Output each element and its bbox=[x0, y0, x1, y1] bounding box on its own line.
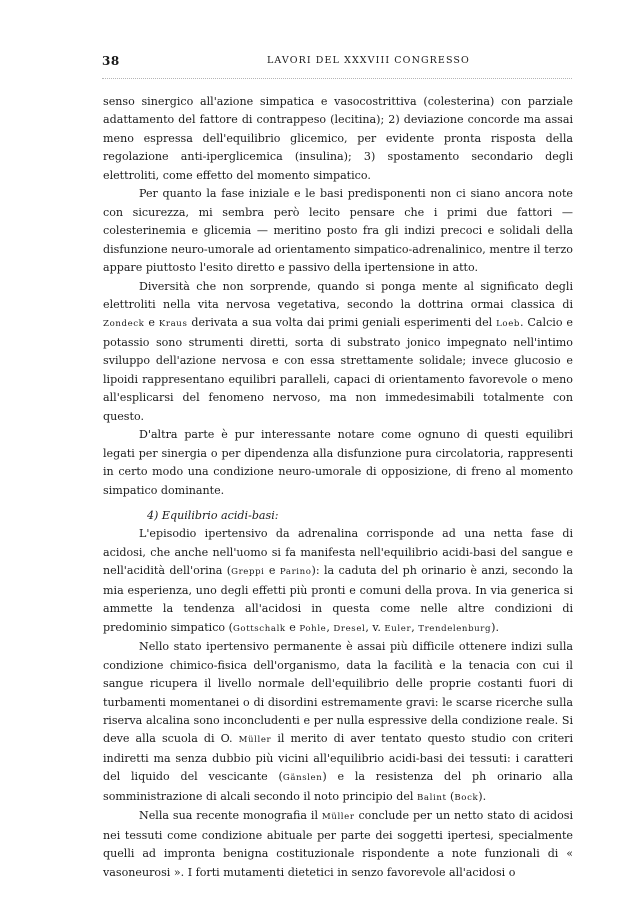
body-text bbox=[103, 93, 573, 882]
author-zondeck: Zondeck bbox=[103, 319, 145, 330]
paragraph-7-text-a: Nella sua recente monografia il bbox=[139, 809, 322, 823]
author-greppi: Greppi bbox=[231, 567, 265, 578]
paragraph-7 bbox=[103, 807, 573, 882]
page-number: 38 bbox=[102, 54, 120, 68]
author-dresel: Dresel bbox=[333, 623, 366, 634]
paragraph-1: senso sinergico all'azione simpatica e vasocostrittiva (colesterina) con parziale adattamento del fattore di contrappeso (lecitina); 2) deviazione concorde ma assai meno espressa dell'equilibrio glicemico, per evidente pronta risposta della regolazione anti-iperglicemica (insulina); 3) spostamento secondario degli elettroliti, come effetto del momento simpatico. bbox=[103, 95, 573, 182]
author-muller: Müller bbox=[238, 735, 272, 746]
author-euler: Euler bbox=[384, 623, 412, 634]
paragraph-3-text-c: derivata a sua volta dai primi geniali esperimenti del bbox=[187, 316, 497, 330]
paragraph-5 bbox=[103, 525, 573, 638]
section-heading: 4) Equilibrio acidi-basi: bbox=[147, 508, 279, 522]
paragraph-5-text-h: ). bbox=[491, 620, 499, 634]
paragraph-6-text-e: ). bbox=[478, 789, 487, 803]
author-ganslen: Gänslen bbox=[282, 773, 323, 784]
paragraph-7-text-b: conclude per un netto stato di acidosi nei tessuti come condizione abituale per parte dei soggetti ipertesi, specialmente quelli ad impronta benigna costituzionale rispondente a note funzionali di « vasoneurosi ». I forti mutamenti dietetici in senzo favorevole all'acidosi o bbox=[103, 809, 573, 879]
paragraph-6-text-b: il merito di aver tentato questo studio con criteri indiretti ma senza dubbio più vicini all'equilibrio acidi-basi dei tessuti: i caratteri del liquido del vescicante ( bbox=[103, 732, 573, 784]
paragraph-5-text-b: e bbox=[264, 564, 280, 578]
page-header bbox=[102, 54, 572, 74]
author-parino: Parino bbox=[279, 567, 312, 578]
paragraph-3-text-b: e bbox=[144, 316, 159, 330]
author-pohle: Pohle bbox=[299, 623, 327, 634]
author-trendelenburg: Trendelenburg bbox=[418, 623, 492, 634]
author-muller-2: Müller bbox=[321, 812, 355, 823]
paragraph-6-text-a: Nello stato ipertensivo permanente è assai più difficile ottenere indizi sulla condizione chimico-fisica dell'organismo, data la facilità e la tenacia con cui il sangue ricupera il livello normale dell'equilibrio delle proprie costanti fuori di turbamenti momentanei o di disordini estremamente gravi: le scarse ricerche sulla riserva alcalina sono inconcludenti e per nulla espressive della condizione reale. Si deve alla scuola di O. bbox=[103, 640, 573, 746]
paragraph-6 bbox=[103, 638, 573, 807]
paragraph-5-text-g: , bbox=[411, 620, 419, 634]
running-title: LAVORI DEL XXXVIII CONGRESSO bbox=[267, 55, 470, 66]
paragraph-3 bbox=[103, 278, 573, 427]
paragraph-5-text-a: L'episodio ipertensivo da adrenalina corrisponde ad una netta fase di acidosi, che anche nell'uomo si fa manifesta nell'equilibrio acidi-basi del sangue e nell'acidità dell'orina ( bbox=[103, 527, 573, 578]
author-balint: Balint bbox=[416, 792, 447, 803]
author-loeb: Loeb bbox=[496, 319, 520, 330]
author-gottschalk: Gottschalk bbox=[232, 623, 286, 634]
author-bock: Bock bbox=[454, 792, 479, 803]
paragraph-2: Per quanto la fase iniziale e le basi predisponenti non ci siano ancora note con sicurezza, mi sembra però lecito pensare che i primi due fattori — colesterinemia e glicemia — meritino posto fra gli indizi precoci e solidali della disfunzione neuro-umorale ad orientamento simpatico-adrenalinico, mentre il terzo appare piuttosto l'esito diretto e passivo della ipertensione in atto. bbox=[103, 187, 573, 275]
paragraph-6-text-c: ) e la resistenza del ph orinario alla somministrazione di alcali secondo il noto principio del bbox=[103, 770, 573, 803]
paragraph-5-text-f: , v. bbox=[365, 620, 385, 634]
author-kraus: Kraus bbox=[158, 319, 188, 330]
paragraph-3-text-d: . Calcio e potassio sono strumenti diretti, sorta di substrato jonico impegnato nell'intimo sviluppo dell'azione nervosa e con essa strettamente solidale; invece glucosio e lipoidi rappresentano equilibri paralleli, capaci di orientamento favorevole o meno all'esplicarsi del fenomeno nervoso, ma non immedesimabili totalmente con questo. bbox=[103, 316, 573, 423]
paragraph-5-text-e: , bbox=[326, 620, 334, 634]
header-divider bbox=[102, 78, 572, 79]
paragraph-5-text-c: ): la caduta del ph orinario è anzi, secondo la mia esperienza, uno degli effetti più pronti e comuni della prova. In via generica si ammette la tendenza all'acidosi in questa come nelle altre condizioni di predominio simpatico ( bbox=[103, 564, 574, 634]
paragraph-4: D'altra parte è pur interessante notare come ognuno di questi equilibri legati per sinergia o per dipendenza alla disfunzione pura circolatoria, rappresenti in certo modo una condizione neuro-umorale di opposizione, di freno al momento simpatico dominante. bbox=[103, 428, 573, 497]
paragraph-6-text-d: ( bbox=[446, 789, 455, 803]
paragraph-5-text-d: e bbox=[285, 620, 300, 634]
paragraph-3-text-a: Diversità che non sorprende, quando si ponga mente al significato degli elettroliti nella vita nervosa vegetativa, secondo la dottrina ormai classica di bbox=[103, 279, 573, 311]
